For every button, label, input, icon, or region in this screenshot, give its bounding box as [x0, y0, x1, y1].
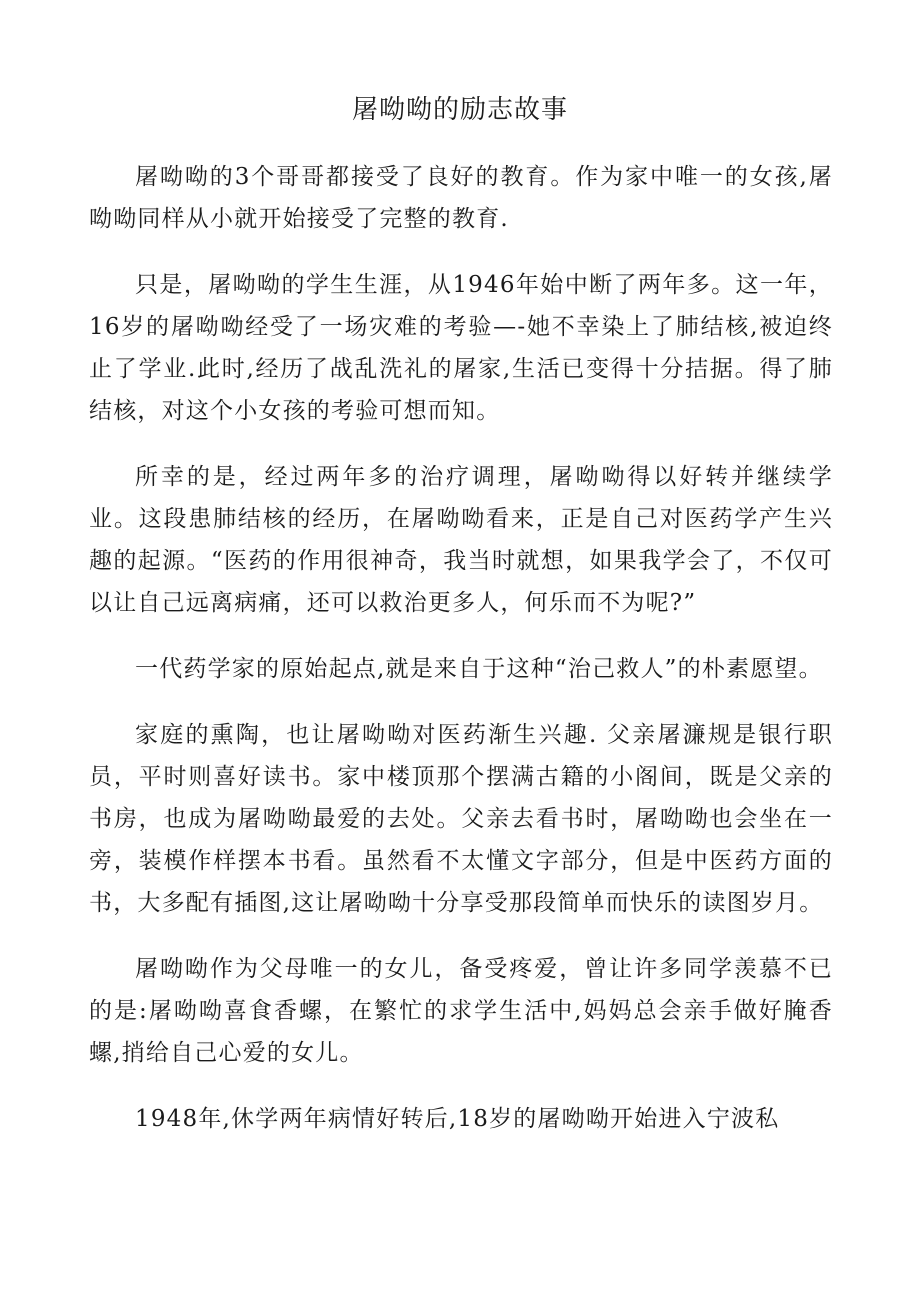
paragraph-2: 只是，屠呦呦的学生生涯，从1946年始中断了两年多。这一年，16岁的屠呦呦经受了一场灾难的考验—-她不幸染上了肺结核,被迫终止了学业.此时,经历了战乱洗礼的屠家,生活已变得十分拮据。得了肺结核，对这个小女孩的考验可想而知。: [89, 272, 833, 424]
paragraph-3: 所幸的是，经过两年多的治疗调理，屠呦呦得以好转并继续学业。这段患肺结核的经历，在屠呦呦看来，正是自己对医药学产生兴趣的起源。“医药的作用很神奇，我当时就想，如果我学会了，不仅可以让自己远离病痛，还可以救治更多人，何乐而不为呢?”: [89, 464, 833, 616]
paragraph-1: 屠呦呦的3个哥哥都接受了良好的教育。作为家中唯一的女孩,屠呦呦同样从小就开始接受了完整的教育.: [89, 164, 833, 232]
paragraph-4: 一代药学家的原始起点,就是来自于这种“治己救人”的朴素愿望。: [135, 656, 823, 682]
paragraph-7: 1948年,休学两年病情好转后,18岁的屠呦呦开始进入宁波私: [135, 1106, 780, 1132]
document-title: 屠呦呦的励志故事: [351, 95, 568, 125]
paragraph-6: 屠呦呦作为父母唯一的女儿，备受疼爱，曾让许多同学羡慕不已的是:屠呦呦喜食香螺，在繁忙的求学生活中,妈妈总会亲手做好腌香螺,捎给自己心爱的女儿。: [89, 956, 833, 1066]
paragraph-5: 家庭的熏陶，也让屠呦呦对医药渐生兴趣. 父亲屠濂规是银行职员，平时则喜好读书。家中楼顶那个摆满古籍的小阁间，既是父亲的书房，也成为屠呦呦最爱的去处。父亲去看书时，屠呦呦也会坐在一旁，装模作样摆本书看。虽然看不太懂文字部分，但是中医药方面的书，大多配有插图,这让屠呦呦十分享受那段简单而快乐的读图岁月。: [89, 722, 833, 916]
document-body: [89, 156, 833, 1164]
